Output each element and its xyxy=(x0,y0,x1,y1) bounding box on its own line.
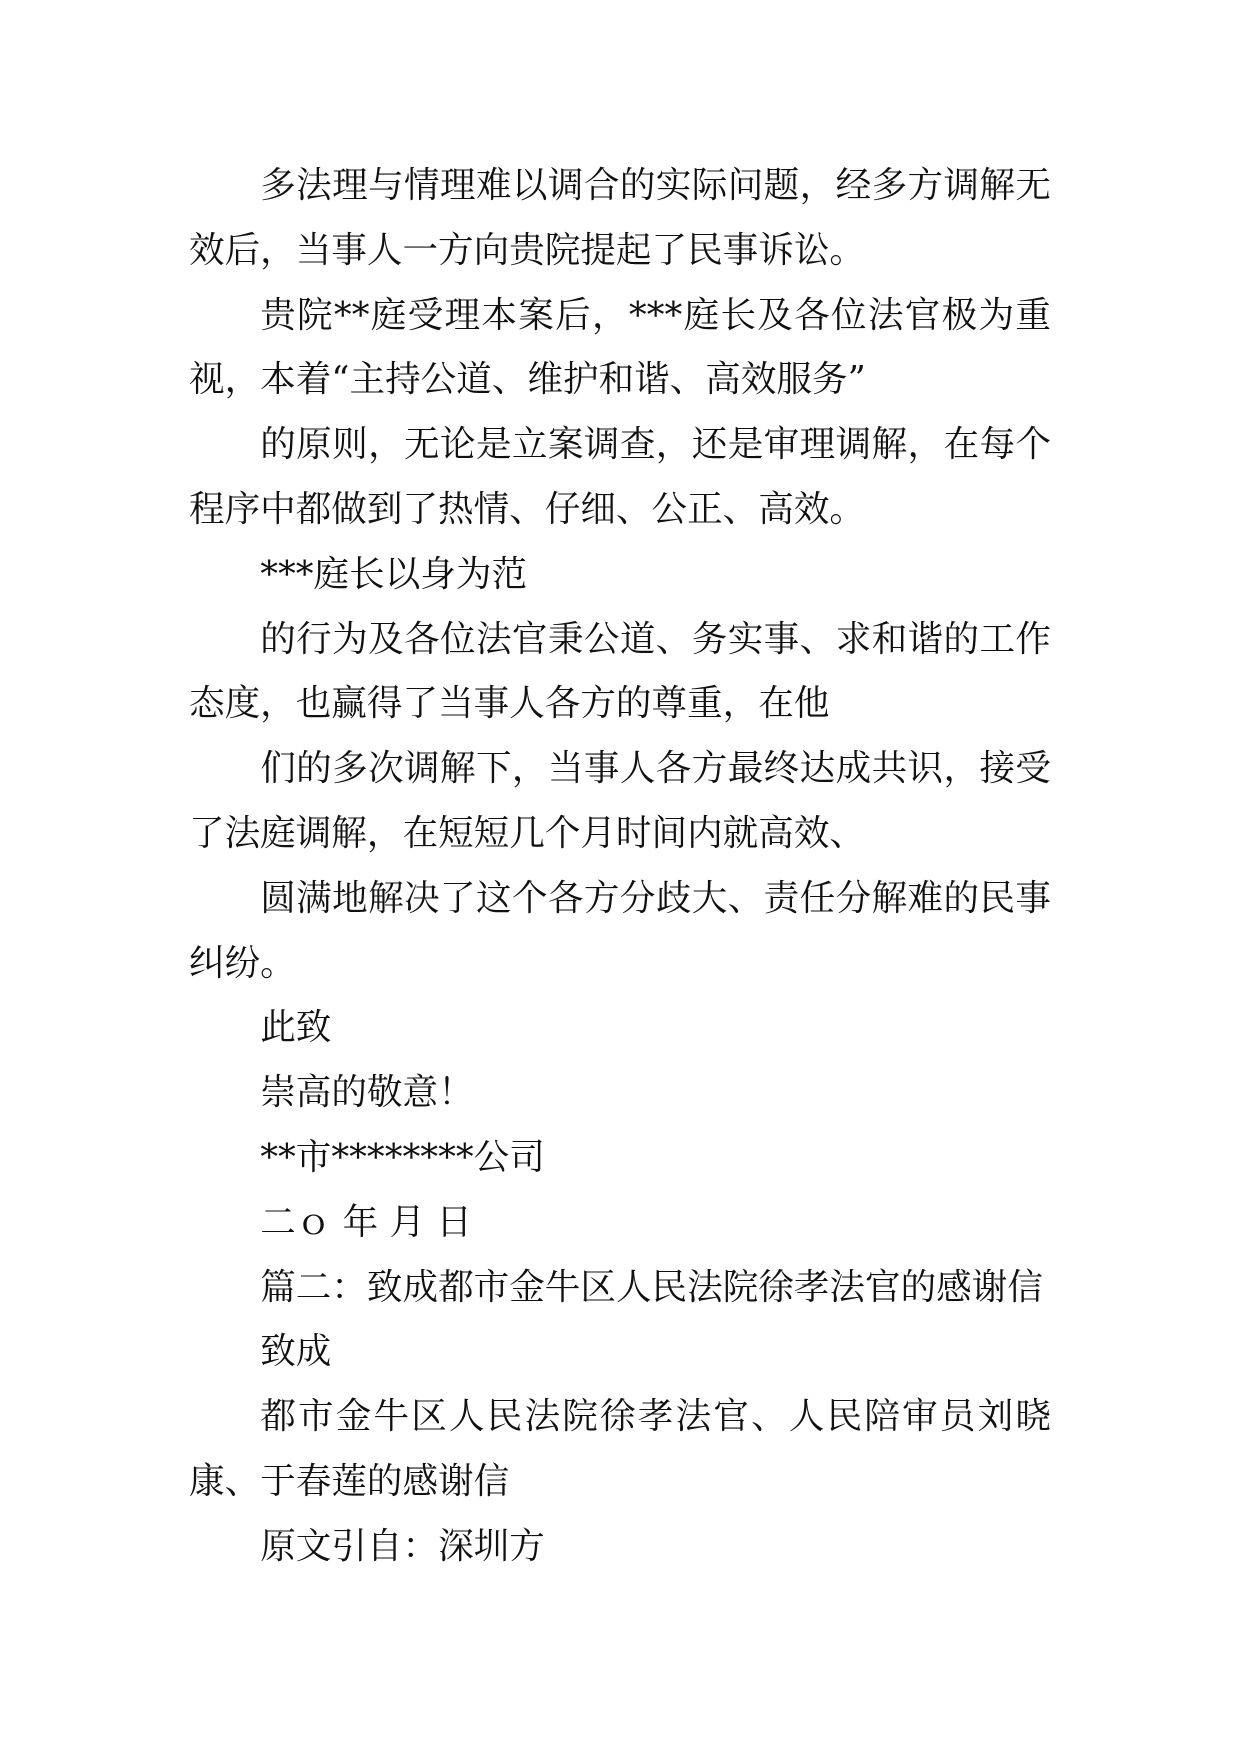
salutation-close: 此致 xyxy=(260,1007,332,1049)
paragraph-1: 多法理与情理难以调合的实际问题，经多方调解无效后，当事人一方向贵院提起了民事诉讼。 xyxy=(189,165,1051,271)
paragraph-13: 致成 xyxy=(260,1331,332,1373)
paragraph-6: 们的多次调解下，当事人各方最终达成共识，接受了法庭调解，在短短几个月时间内就高效、 xyxy=(189,748,1051,854)
salutation-respect: 崇高的敬意！ xyxy=(260,1072,474,1114)
paragraph-2: 贵院**庭受理本案后，***庭长及各位法官极为重视，本着“主持公道、维护和谐、高效服务” xyxy=(189,294,1051,401)
paragraph-5: 的行为及各位法官秉公道、务实事、求和谐的工作态度，也赢得了当事人各方的尊重，在他 xyxy=(189,618,1051,725)
letter-date: 二ｏ 年 月 日 xyxy=(260,1201,473,1243)
letter-body xyxy=(189,154,1051,1580)
sender-company: **市********公司 xyxy=(260,1136,545,1178)
section-title: 篇二：致成都市金牛区人民法院徐孝法官的感谢信 xyxy=(260,1266,1043,1308)
paragraph-4: ***庭长以身为范 xyxy=(260,553,528,595)
paragraph-14: 都市金牛区人民法院徐孝法官、人民陪审员刘晓康、于春莲的感谢信 xyxy=(189,1396,1051,1502)
paragraph-3: 的原则，无论是立案调查，还是审理调解，在每个程序中都做到了热情、仔细、公正、高效。 xyxy=(189,424,1051,530)
paragraph-7: 圆满地解决了这个各方分歧大、责任分解难的民事纠纷。 xyxy=(189,877,1051,984)
source-note: 原文引自：深圳方 xyxy=(260,1525,545,1567)
